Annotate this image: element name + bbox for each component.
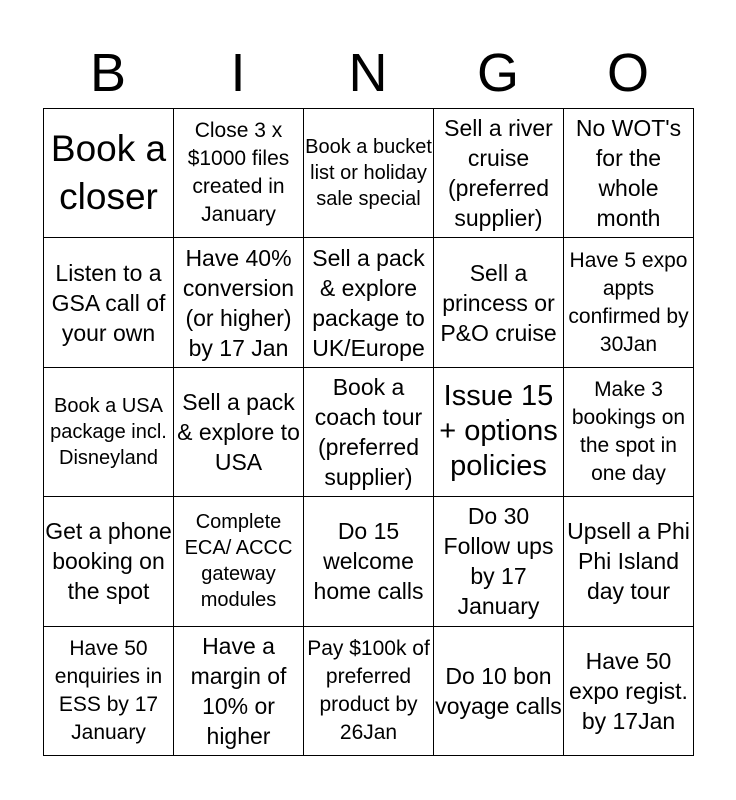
bingo-cell[interactable] [174,238,304,367]
cell-text: Sell a princess or P&O cruise [440,259,557,346]
cell-text: Sell a pack & explore package to UK/Europe [312,244,425,361]
cell-text: Book a bucket list or holiday sale special [305,136,432,211]
bingo-cell[interactable] [564,367,694,496]
bingo-cell[interactable] [304,367,434,496]
board-row [44,109,694,238]
cell-text: Pay $100k of preferred product by 26Jan [307,636,430,744]
cell-text: Upsell a Phi Phi Island day tour [567,518,690,605]
bingo-cell[interactable] [44,367,174,496]
header-letter-o: O [606,43,649,103]
cell-text: Have 40% conversion (or higher) by 17 Jan [182,244,295,361]
cell-text: Complete ECA/ ACCC gateway modules [184,511,293,612]
cell-text: Sell a river cruise (preferred supplier) [444,115,553,232]
bingo-cell[interactable] [44,626,174,755]
bingo-cell[interactable] [564,109,694,238]
bingo-board [43,108,694,756]
cell-text: Book a closer [50,128,167,218]
cell-text: Close 3 x $1000 files created in January [187,119,290,227]
cell-text: Issue 15 + options policies [439,380,558,483]
bingo-cell[interactable] [44,109,174,238]
bingo-cell[interactable] [174,626,304,755]
cell-text: No WOT's for the whole month [575,115,682,232]
board-row [44,238,694,367]
cell-text: Book a USA package incl. Disneyland [50,394,167,469]
bingo-cell[interactable] [304,497,434,626]
header-letter-g: G [476,43,519,103]
board-row [44,626,694,755]
cell-text: Listen to a GSA call of your own [51,259,166,346]
cell-text: Get a phone booking on the spot [45,518,172,605]
header-letter-n: N [348,43,388,103]
bingo-cell[interactable] [304,626,434,755]
bingo-cell[interactable] [434,626,564,755]
cell-text: Have 5 expo appts confirmed by 30Jan [568,248,689,356]
header-letter-i: I [230,43,246,103]
bingo-cell[interactable] [564,497,694,626]
bingo-header [43,38,693,108]
bingo-cell[interactable] [44,497,174,626]
cell-text: Have 50 enquiries in ESS by 17 January [54,636,163,744]
cell-text: Book a coach tour (preferred supplier) [314,373,423,490]
cell-text: Sell a pack & explore to USA [177,388,300,475]
header-letter-b: B [89,43,127,103]
bingo-cell[interactable] [434,367,564,496]
bingo-cell[interactable] [174,109,304,238]
cell-text: Make 3 bookings on the spot in one day [571,377,686,485]
bingo-cell[interactable] [564,626,694,755]
bingo-cell[interactable] [174,497,304,626]
bingo-cell[interactable] [174,367,304,496]
bingo-cell[interactable] [434,497,564,626]
bingo-cell[interactable] [304,238,434,367]
bingo-cell[interactable] [304,109,434,238]
cell-text: Do 15 welcome home calls [313,518,424,605]
bingo-cell[interactable] [44,238,174,367]
bingo-cell[interactable] [564,238,694,367]
board-row [44,497,694,626]
board-row [44,367,694,496]
cell-text: Do 30 Follow ups by 17 January [443,503,554,620]
bingo-cell[interactable] [434,109,564,238]
cell-text: Have a margin of 10% or higher [190,632,287,749]
bingo-cell[interactable] [434,238,564,367]
cell-text: Have 50 expo regist. by 17Jan [569,647,688,734]
cell-text: Do 10 bon voyage calls [435,662,562,719]
